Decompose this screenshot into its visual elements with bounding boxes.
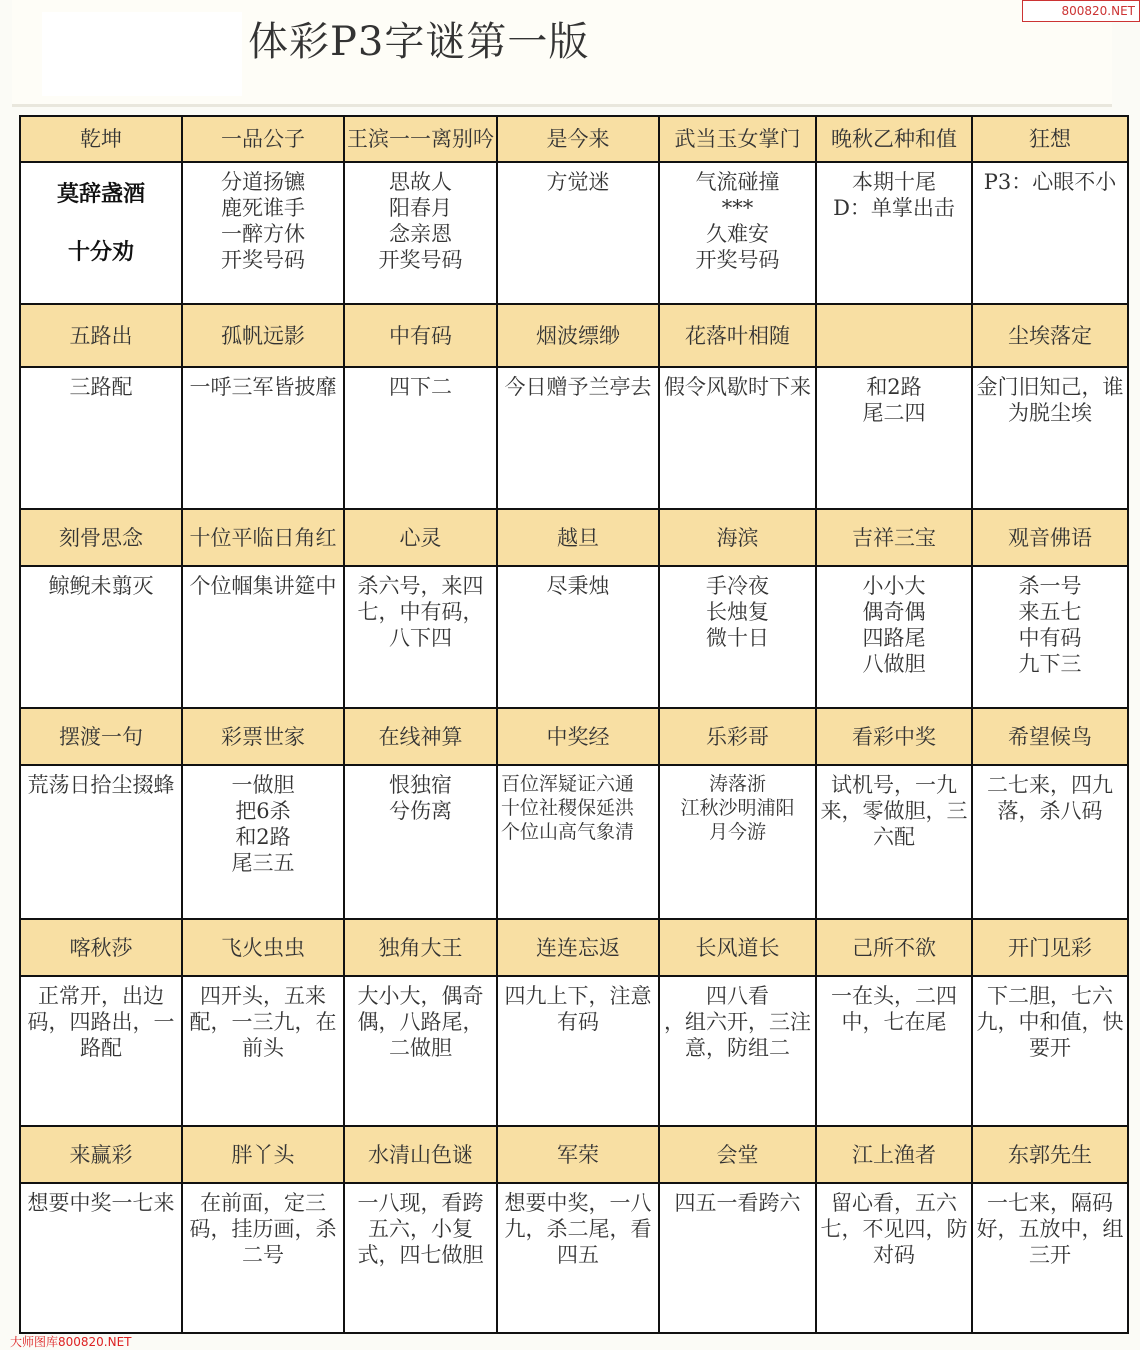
header-label: 长风道长 <box>695 935 780 960</box>
riddle-text-cell: 留心看，五六七，不见四，防对码 <box>817 1184 973 1334</box>
header-label: 希望候鸟 <box>1008 724 1092 749</box>
header-label: 五路出 <box>69 323 133 348</box>
header-label: 乾坤 <box>80 127 122 151</box>
riddle-text-cell: 一七来，隔码好，五放中，组三开 <box>973 1184 1129 1334</box>
header-cell <box>345 1127 498 1184</box>
riddle-text-cell: 今日赠予兰亭去 <box>498 368 660 510</box>
riddle-text-cell: 思故人 阳春月 念亲恩 开奖号码 <box>345 163 498 305</box>
header-label: 水清山色谜 <box>368 1142 473 1167</box>
riddle-text-cell: 杀一号 来五七 中有码 九下三 <box>973 567 1129 709</box>
header-cell <box>345 920 498 977</box>
header-label: 晚秋乙种和值 <box>831 127 957 151</box>
riddle-text-cell: 三路配 <box>21 368 183 510</box>
riddle-text-cell: 四下二 <box>345 368 498 510</box>
header-cell <box>345 305 498 368</box>
header-cell <box>183 117 345 163</box>
header-cell <box>183 709 345 766</box>
header-cell <box>498 117 660 163</box>
header-label: 海滨 <box>716 525 759 550</box>
riddle-text-cell: 想要中奖，一八九，杀二尾，看四五 <box>498 1184 660 1334</box>
riddle-text-cell: 个位帼集讲筵中 <box>183 567 345 709</box>
riddle-text-cell: 方觉迷 <box>498 163 660 305</box>
header-label: 越旦 <box>557 525 599 550</box>
riddle-text-cell: 恨独宿 兮伤离 <box>345 766 498 920</box>
riddle-text-cell: 想要中奖一七来 <box>21 1184 183 1334</box>
riddle-text-cell: 下二胆，七六九，中和值，快要开 <box>973 977 1129 1127</box>
riddle-text-cell: 莫辞盏酒 十分劝 <box>21 163 183 305</box>
header-label: 烟波缥缈 <box>536 323 620 348</box>
header-cell <box>21 1127 183 1184</box>
header-cell <box>21 920 183 977</box>
header-cell <box>498 510 660 567</box>
header-label: 看彩中奖 <box>852 724 936 749</box>
header-label: 狂想 <box>1029 127 1071 151</box>
riddle-text-cell: 试机号，一九来，零做胆，三六配 <box>817 766 973 920</box>
header-label: 摆渡一句 <box>59 724 143 749</box>
riddle-text-cell: 正常开，出边码，四路出，一路配 <box>21 977 183 1127</box>
header-cell <box>183 920 345 977</box>
title-blank-area <box>42 12 242 96</box>
header-cell <box>660 709 817 766</box>
header-label: 是今来 <box>546 127 610 151</box>
header-cell <box>498 1127 660 1184</box>
riddle-text-cell: 手冷夜 长烛复 微十日 <box>660 567 817 709</box>
header-cell <box>21 305 183 368</box>
footer-watermark: 大师图库800820.NET <box>10 1335 132 1349</box>
header-cell <box>345 709 498 766</box>
header-cell <box>973 920 1129 977</box>
riddle-text-cell: 在前面，定三码，挂历画，杀二号 <box>183 1184 345 1334</box>
riddle-text-cell: 气流碰撞 *** 久难安 开奖号码 <box>660 163 817 305</box>
riddle-text-cell: 分道扬镳 鹿死谁手 一醉方休 开奖号码 <box>183 163 345 305</box>
header-cell <box>345 117 498 163</box>
riddle-text-cell: 小小大 偶奇偶 四路尾 八做胆 <box>817 567 973 709</box>
riddle-text-cell: 和2路 尾二四 <box>817 368 973 510</box>
header-cell <box>973 510 1129 567</box>
riddle-text-cell: 四五一看跨六 <box>660 1184 817 1334</box>
riddle-text-cell: P3：心眼不小 <box>973 163 1129 305</box>
header-label: 独角大王 <box>378 935 463 960</box>
header-label: 己所不欲 <box>852 935 936 960</box>
header-cell <box>183 305 345 368</box>
header-cell <box>498 709 660 766</box>
riddle-text-cell: 百位浑疑证六通 十位社稷保延洪 个位山高气象清 <box>498 766 660 920</box>
header-label: 胖丫头 <box>231 1142 295 1167</box>
header-cell <box>183 1127 345 1184</box>
riddle-text-cell: 四九上下，注意有码 <box>498 977 660 1127</box>
riddle-text-cell: 一呼三军皆披靡 <box>183 368 345 510</box>
header-label: 军荣 <box>557 1142 599 1167</box>
header-label: 观音佛语 <box>1008 525 1092 550</box>
riddle-table <box>19 115 1129 1334</box>
header-label: 会堂 <box>716 1142 759 1167</box>
header-cell <box>817 920 973 977</box>
header-cell <box>973 709 1129 766</box>
riddle-text-cell: 本期十尾 D：单掌出击 <box>817 163 973 305</box>
header-label: 在线神算 <box>378 724 463 749</box>
header-label: 飞火虫虫 <box>221 935 305 960</box>
header-cell <box>973 305 1129 368</box>
header-label: 连连忘返 <box>536 935 620 960</box>
header-label: 武当玉女掌门 <box>674 127 801 151</box>
header-cell <box>345 510 498 567</box>
header-label: 开门见彩 <box>1008 935 1092 960</box>
header-cell <box>498 920 660 977</box>
riddle-text-cell: 金门旧知己，谁为脱尘埃 <box>973 368 1129 510</box>
header-cell <box>973 117 1129 163</box>
header-cell <box>817 1127 973 1184</box>
riddle-text-cell: 杀六号，来四七，中有码，八下四 <box>345 567 498 709</box>
header-cell <box>498 305 660 368</box>
riddle-text-cell: 涛落浙 江秋沙明浦阳 月今游 <box>660 766 817 920</box>
header-cell <box>21 510 183 567</box>
header-cell <box>660 920 817 977</box>
riddle-text-cell: 大小大，偶奇偶，八路尾，二做胆 <box>345 977 498 1127</box>
riddle-text-cell: 一八现，看跨五六，小复式，四七做胆 <box>345 1184 498 1334</box>
riddle-text-cell: 一在头，二四中，七在尾 <box>817 977 973 1127</box>
riddle-text-cell: 尽秉烛 <box>498 567 660 709</box>
riddle-text-cell: 一做胆 把6杀 和2路 尾三五 <box>183 766 345 920</box>
header-label: 江上渔者 <box>852 1142 936 1167</box>
header-label: 花落叶相随 <box>685 323 790 348</box>
header-label: 十位平临日角红 <box>189 525 337 550</box>
header-label: 刻骨思念 <box>59 525 143 550</box>
header-label: 彩票世家 <box>221 724 305 749</box>
header-label: 孤帆远影 <box>221 323 305 348</box>
riddle-text-cell: 荒荡日拾尘掇蜂 <box>21 766 183 920</box>
header-label: 乐彩哥 <box>706 724 769 749</box>
header-cell <box>660 305 817 368</box>
header-label: 中奖经 <box>546 724 610 749</box>
header-cell <box>21 709 183 766</box>
header-label: 一品公子 <box>221 127 305 151</box>
page-title: 体彩P3字谜第一版 <box>248 19 590 65</box>
header-label: 尘埃落定 <box>1008 323 1092 348</box>
header-cell <box>660 510 817 567</box>
header-label: 喀秋莎 <box>69 935 133 960</box>
header-cell <box>660 1127 817 1184</box>
header-cell <box>817 117 973 163</box>
header-label: 吉祥三宝 <box>852 525 936 550</box>
header-label: 东郭先生 <box>1008 1142 1092 1167</box>
header-label: 来赢彩 <box>69 1142 133 1167</box>
header-cell <box>817 709 973 766</box>
header-cell <box>973 1127 1129 1184</box>
header-cell <box>660 117 817 163</box>
riddle-text-cell: 二七来，四九落，杀八码 <box>973 766 1129 920</box>
header-label: 中有码 <box>389 323 452 348</box>
watermark-badge: 800820.NET <box>1022 0 1140 22</box>
header-label: 心灵 <box>399 525 442 550</box>
header-cell <box>817 510 973 567</box>
header-cell <box>21 117 183 163</box>
riddle-text-cell: 四开头，五来配，一三九，在前头 <box>183 977 345 1127</box>
riddle-text-cell: 假令风歇时下来 <box>660 368 817 510</box>
header-cell <box>817 305 973 368</box>
riddle-text-cell: 鲸鲵未翦灭 <box>21 567 183 709</box>
riddle-text-cell: 四八看 ，组六开，三注意，防组二 <box>660 977 817 1127</box>
header-cell <box>183 510 345 567</box>
header-label: 王滨一一离别吟 <box>347 127 494 151</box>
